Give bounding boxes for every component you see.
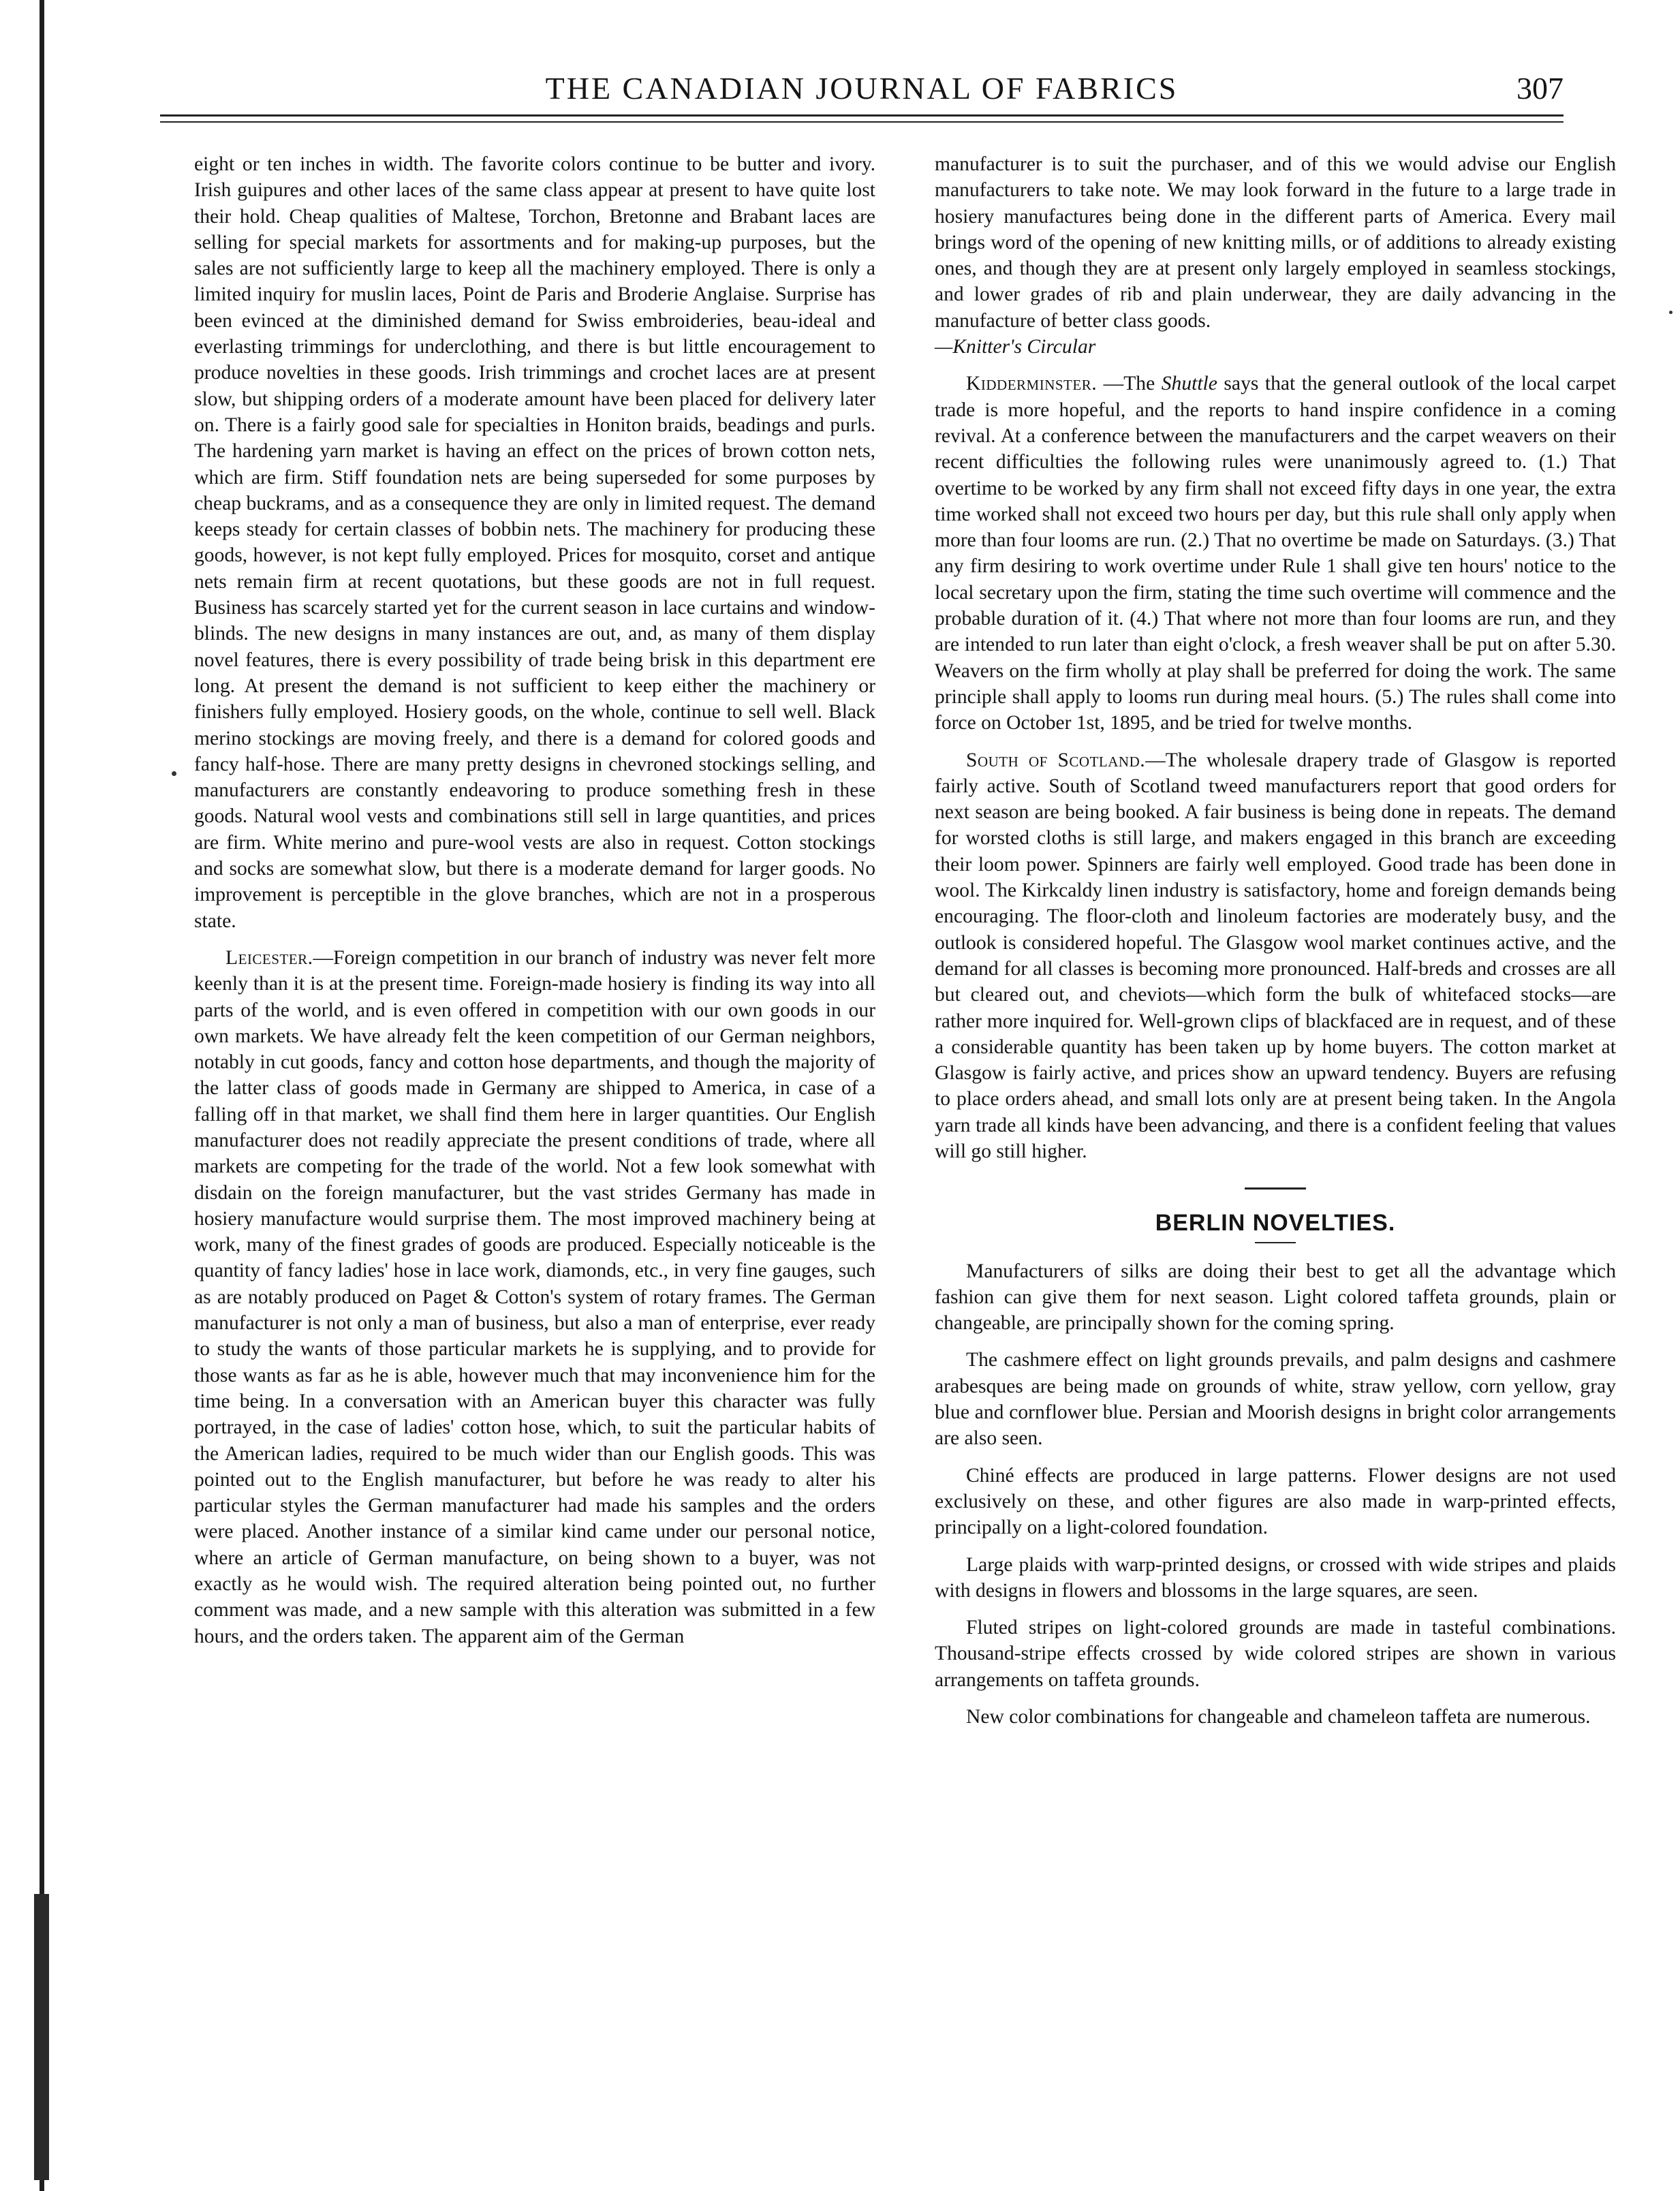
shuttle-publication: Shuttle (1161, 373, 1217, 395)
page-number: 307 (1516, 71, 1564, 106)
kidderminster-report (935, 371, 1616, 736)
lace-hosiery-report: eight or ten inches in width. The favorite colors continue to be butter and ivory. Irish guipures and other laces of the same class appear at present to have quite lost their hold. Cheap qualities of Maltese, Torchon, Bretonne and Brabant laces are selling for special markets for assortments and for making-up purposes, but the sales are not sufficiently large to keep all the machinery employed. There is only a limited inquiry for muslin laces, Point de Paris and Broderie Anglaise. Surprise has been evinced at the diminished demand for Swiss embroideries, beau-ideal and everlasting trimmings for underclothing, and there is but little encouragement to produce novelties in these goods. Irish trimmings and crochet laces are at present slow, but shipping orders of a moderate amount have been placed for delivery later on. There is a fairly good sale for specialties in Honiton braids, beadings and purls. The hardening yarn market is having an effect on the prices of brown cotton nets, which are firm. Stiff foundation nets are being superseded for some purposes by cheap buckrams, and as a consequence they are only in limited request. The demand keeps steady for certain classes of bobbin nets. The machinery for producing these goods, however, is not kept fully employed. Prices for mosquito, corset and antique nets remain firm at recent quotations, but these goods are not in full request. Business has scarcely started yet for the current season in lace curtains and window-blinds. The new designs in many instances are out, and, as many of them display novel features, there is every possibility of trade being brisk in this department ere long. At present the demand is not sufficient to keep either the machinery or finishers fully employed. Hosiery goods, on the whole, continue to sell well. Black merino stockings are moving freely, and there is a demand for colored goods and fancy half-hose. There are many pretty designs in chevroned stockings selling, and manufacturers are constantly endeavoring to produce something fresh in these goods. Natural wool vests and combinations still sell in large quantities, and prices are firm. White merino and pure-wool vests are also in request. Cotton stockings and socks are somewhat slow, but there is a moderate demand for larger goods. No improvement is perceptible in the glove branches, which are not in a prosperous state. (194, 153, 875, 932)
leicester-report (194, 945, 875, 1649)
berlin-paragraph: Large plaids with warp-printed designs, or crossed with wide stripes and plaids with designs in flowers and blossoms in the large squares, are seen. (935, 1553, 1616, 1602)
berlin-paragraph: Fluted stripes on light-colored grounds are made in tasteful combinations. Thousand-stripe effects crossed by wide colored stripes are shown in various arrangements on taffeta grounds. (935, 1617, 1616, 1691)
margin-speck-left (172, 771, 176, 776)
leicester-text: —Foreign competition in our branch of industry was never felt more keenly than it is at the present time. Foreign-made hosiery is finding its way into all parts of the world, and is even offered in competition with our own goods in our own markets. We have already felt the keen competition of our German neighbors, notably in cut goods, fancy and cotton hose departments, and though the majority of the latter class of goods made in Germany are shipped to America, in case of a falling off in that market, we shall find them here in larger quantities. Our English manufacturer does not readily appreciate the present conditions of trade, where all markets are competing for the trade of the world. Not a few look somewhat with disdain on the foreign manufacturer, but the vast strides Germany has made in hosiery manufacture would surprise them. The most improved machinery being at work, many of the finest grades of goods are produced. Especially noticeable is the quantity of fancy ladies' hose in lace work, diamonds, etc., in very fine gauges, such as are notably produced on Paget & Cotton's system of rotary frames. The German manufacturer is not only a man of business, but also a man of enterprise, ever ready to study the wants of those particular markets he is supplying, and to provide for those wants as far as he is able, however much that may inconvenience him for the time being. In a conversation with an American buyer this character was fully portrayed, in the case of ladies' cotton hose, which, to suit the particular habits of the American ladies, required to be much wider than our English goods. This was pointed out to the English manufacturer, but before he was ready to alter his particular styles the German manufacturer had made his samples and the orders were placed. Another instance of a similar kind came under our personal notice, where an article of German manufacture, on being shown to a buyer, was not exactly as he would wish. The required alteration being pointed out, no further comment was made, and a new sample with this alteration was submitted in a few hours, and the orders taken. The apparent aim of the German (194, 946, 875, 1647)
kidderminster-heading: Kidderminster. (966, 373, 1098, 395)
scotland-text: —The wholesale drapery trade of Glasgow is reported fairly active. South of Scotland tweed manufacturers report that good orders for next season are being booked. A fair business is being done in repeats. The demand for worsted cloths is still large, and makers engaged in this branch are exceeding their loom power. Spinners are fairly well employed. Good trade has been done in wool. The Kirkcaldy linen industry is satisfactory, home and foreign demands being encouraging. The floor-cloth and linoleum factories are moderately busy, and the outlook is considered hopeful. The Glasgow wool market continues active, and the demand for all classes is becoming more pronounced. Half-breds and crosses are all but cleared out, and cheviots—which form the bulk of whitefaced stocks—are rather more inquired for. Well-grown clips of blackfaced are in request, and of these a considerable quantity has been taken up by home buyers. The cotton market at Glasgow is fairly active, and prices show an upward tendency. Buyers are refusing to place orders ahead, and small lots only are at present being taken. In the Angola yarn trade all kinds have been advancing, and there is a confident feeling that values will go still higher. (935, 749, 1616, 1162)
german-manufacturer-continuation (935, 151, 1616, 360)
source-citation: —Knitter's Circular (935, 336, 1096, 358)
section-title: BERLIN NOVELTIES. (1155, 1210, 1396, 1237)
left-column (194, 151, 875, 1660)
journal-title: THE CANADIAN JOURNAL OF FABRICS (545, 71, 1179, 106)
kidderminster-text-intro: —The (1097, 373, 1162, 395)
running-header (160, 69, 1564, 117)
right-column (935, 151, 1616, 1741)
margin-speck (1669, 311, 1673, 314)
scotland-report (935, 747, 1616, 1165)
section-underline (1255, 1242, 1296, 1243)
scotland-heading: South of Scotland. (966, 749, 1146, 771)
leicester-heading: Leicester. (225, 946, 313, 969)
binding-ink-mark (34, 1894, 49, 2180)
section-divider (1245, 1187, 1306, 1190)
berlin-paragraph: Chiné effects are produced in large patterns. Flower designs are not used exclusively on these, and other figures are also made in warp-printed effects, principally on a light-colored foundation. (935, 1464, 1616, 1539)
continuation-text: manufacturer is to suit the purchaser, and of this we would advise our English manufacturers to take note. We may look forward in the future to a large trade in hosiery manufactures being done in the different parts of America. Every mail brings word of the opening of new knitting mills, or of additions to already existing ones, and though they are at present only largely employed in seamless stockings, and lower grades of rib and plain underwear, they are daily advancing in the manufacture of better class goods. (935, 153, 1616, 332)
header-rule-secondary (160, 121, 1564, 123)
kidderminster-text: says that the general outlook of the local carpet trade is more hopeful, and the reports to hand inspire confidence in a coming revival. At a conference between the manufacturers and the carpet weavers on their recent difficulties the following rules were unanimously agreed to. (1.) That overtime to be worked by any firm shall not exceed fifty days in one year, the extra time worked shall not exceed two hours per day, but this rule shall only apply when more than four looms are run. (2.) That no overtime be made on Saturdays. (3.) That any firm desiring to work overtime under Rule 1 shall give ten hours' notice to the local secretary upon the firm, stating the time such overtime will commence and the probable duration of it. (4.) That where not more than four looms are run, and they are intended to run later than eight o'clock, a fresh weaver shall be put on after 5.30. Weavers on the firm wholly at play shall be preferred for doing the work. The same principle shall apply to looms run during meal hours. (5.) The rules shall come into force on October 1st, 1895, and be tried for twelve months. (935, 373, 1616, 734)
page-binding-edge (40, 0, 44, 2191)
berlin-paragraph: New color combinations for changeable and chameleon taffeta are numerous. (966, 1706, 1591, 1728)
header-rule (160, 114, 1564, 116)
berlin-paragraph: Manufacturers of silks are doing their best to get all the advantage which fashion can give them for next season. Light colored taffeta grounds, plain or changeable, are principally shown for the coming spring. (935, 1260, 1616, 1335)
berlin-paragraph: The cashmere effect on light grounds prevails, and palm designs and cashmere arabesques are being made on grounds of white, straw yellow, corn yellow, gray blue and cornflower blue. Persian and Moorish designs in bright color arrangements are also seen. (935, 1349, 1616, 1450)
